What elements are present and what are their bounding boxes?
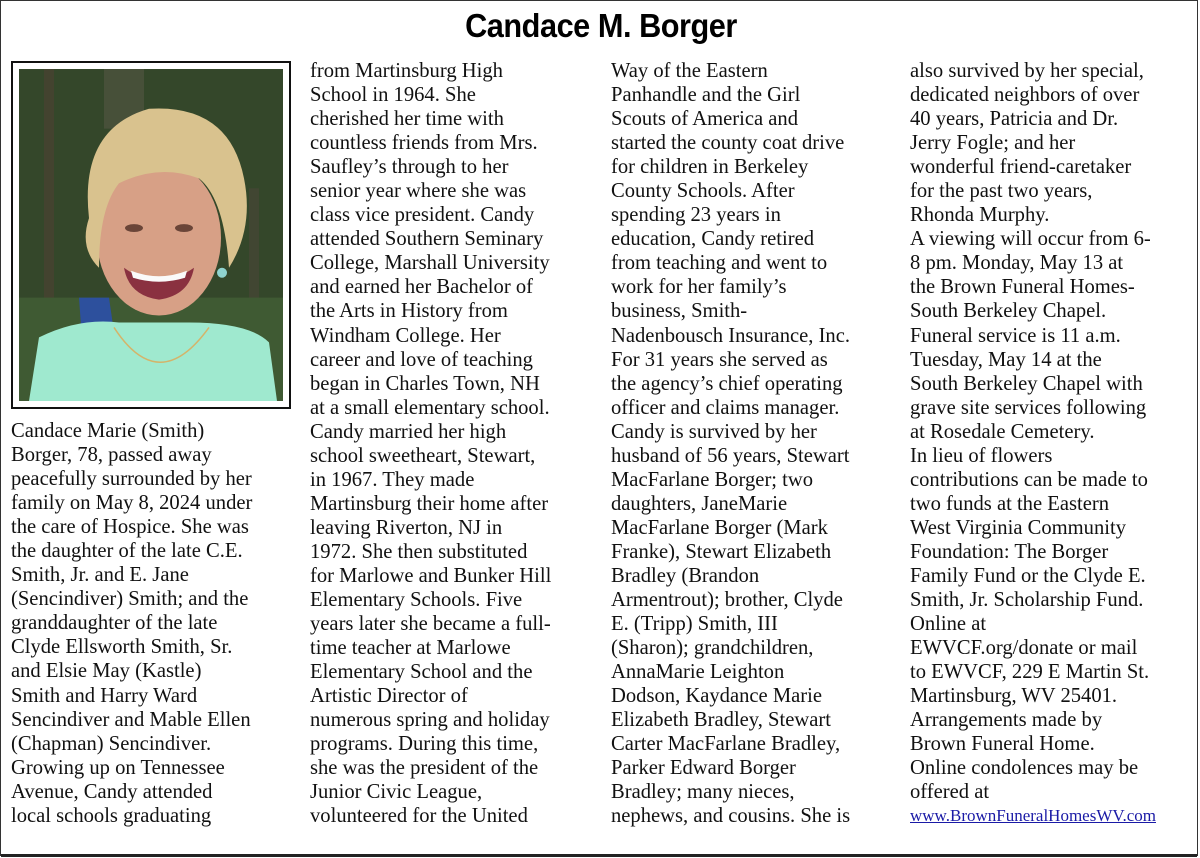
text-line: attended Southern Seminary (310, 228, 544, 251)
text-line: Bradley (Brandon (611, 564, 760, 587)
text-line: Martinsburg, WV 25401. (910, 685, 1118, 708)
text-line: grave site services following (910, 396, 1147, 419)
text-line: County Schools. After (611, 180, 795, 203)
text-line: numerous spring and holiday (310, 709, 550, 732)
text-line: For 31 years she served as (611, 348, 828, 371)
text-line: Junior Civic League, (310, 781, 483, 804)
text-line: Jerry Fogle; and her (910, 132, 1076, 155)
text-line: South Berkeley Chapel with (910, 372, 1143, 395)
text-line: also survived by her special, (910, 60, 1144, 82)
text-line: Avenue, Candy attended (11, 780, 213, 803)
text-line: Borger, 78, passed away (11, 444, 212, 467)
text-line: offered at (910, 781, 990, 804)
text-line: husband of 56 years, Stewart (611, 444, 850, 467)
text-line: career and love of teaching (310, 348, 533, 371)
text-line: MacFarlane Borger (Mark (611, 516, 828, 539)
text-line: Arrangements made by (910, 709, 1103, 732)
text-line: School in 1964. She (310, 84, 476, 107)
text-line: Parker Edward Borger (611, 757, 796, 780)
column-4 (910, 59, 1195, 829)
text-line: programs. During this time, (310, 733, 539, 756)
text-line: to EWVCF, 229 E Martin St. (910, 661, 1150, 684)
text-line: MacFarlane Borger; two (611, 468, 814, 491)
text-line: In lieu of flowers (910, 444, 1053, 467)
text-line: Windham College. Her (310, 324, 501, 347)
text-line: cherished her time with (310, 108, 504, 131)
text-line: (Sharon); grandchildren, (611, 637, 814, 660)
text-line: business, Smith- (611, 300, 748, 323)
text-line: Martinsburg their home after (310, 492, 549, 515)
text-line: peacefully surrounded by her (11, 468, 252, 491)
text-line: for Marlowe and Bunker Hill (310, 564, 552, 587)
text-line: Sencindiver and Mable Ellen (11, 708, 251, 731)
text-line: Armentrout); brother, Clyde (611, 589, 843, 612)
column-3 (611, 59, 896, 829)
text-line: Franke), Stewart Elizabeth (611, 540, 832, 563)
text-line: started the county coat drive (611, 132, 845, 155)
text-line: E. (Tripp) Smith, III (611, 613, 778, 636)
text-line: Clyde Ellsworth Smith, Sr. (11, 636, 233, 659)
portrait-frame (11, 61, 291, 409)
text-line: from Martinsburg High (310, 60, 503, 82)
text-line: and Elsie May (Kastle) (11, 660, 202, 683)
text-line: Candy is survived by her (611, 420, 817, 443)
text-line: contributions can be made to (910, 468, 1148, 491)
text-line: Elementary Schools. Five (310, 589, 523, 612)
text-line: officer and claims manager. (611, 396, 840, 419)
column-2 (310, 59, 595, 829)
text-line: the daughter of the late C.E. (11, 540, 243, 563)
text-line: from teaching and went to (611, 252, 828, 275)
text-line: 1972. She then substituted (310, 540, 528, 563)
text-line: Way of the Eastern (611, 60, 768, 82)
text-line: granddaughter of the late (11, 612, 218, 635)
text-line: Candy married her high (310, 420, 507, 443)
obituary-title: Candace M. Borger (465, 7, 737, 44)
text-line: she was the president of the (310, 757, 539, 780)
text-line: the Brown Funeral Homes- (910, 276, 1135, 299)
text-line: the Arts in History from (310, 300, 508, 323)
text-line: Saufley’s through to her (310, 156, 509, 179)
text-line: Elizabeth Bradley, Stewart (611, 709, 831, 732)
text-line: Online condolences may be (910, 757, 1139, 780)
text-line: (Sencindiver) Smith; and the (11, 588, 249, 611)
text-line: spending 23 years in (611, 204, 781, 227)
text-line: Elementary School and the (310, 661, 533, 684)
text-line: the agency’s chief operating (611, 372, 843, 395)
text-line: Smith and Harry Ward (11, 684, 198, 707)
text-line: class vice president. Candy (310, 204, 535, 227)
text-line: two funds at the Eastern (910, 492, 1110, 515)
text-line: senior year where she was (310, 180, 527, 203)
text-line: Panhandle and the Girl (611, 84, 801, 107)
text-line: Nadenbousch Insurance, Inc. (611, 324, 851, 347)
text-line: Brown Funeral Home. (910, 733, 1095, 756)
text-line: Tuesday, May 14 at the (910, 348, 1102, 371)
text-line: for children in Berkeley (611, 156, 809, 179)
text-line: A viewing will occur from 6- (910, 228, 1151, 251)
text-line: Online at (910, 613, 987, 636)
text-line: (Chapman) Sencindiver. (11, 732, 212, 755)
text-line: wonderful friend-caretaker (910, 156, 1132, 179)
text-line: leaving Riverton, NJ in (310, 516, 503, 539)
text-line: Carter MacFarlane Bradley, (611, 733, 841, 756)
text-line: Scouts of America and (611, 108, 799, 131)
text-line: Smith, Jr. Scholarship Fund. (910, 589, 1144, 612)
text-line: began in Charles Town, NH (310, 372, 540, 395)
text-line: AnnaMarie Leighton (611, 661, 785, 684)
portrait-image-icon (19, 69, 283, 401)
text-line: EWVCF.org/donate or mail (910, 637, 1138, 660)
text-line: South Berkeley Chapel. (910, 300, 1107, 323)
text-line: family on May 8, 2024 under (11, 492, 253, 515)
text-line: volunteered for the United (310, 805, 528, 828)
text-line: nephews, and cousins. She is (611, 805, 851, 828)
text-line: at a small elementary school. (310, 396, 550, 419)
text-line: Dodson, Kaydance Marie (611, 685, 823, 708)
text-line: and earned her Bachelor of (310, 276, 533, 299)
text-line: school sweetheart, Stewart, (310, 444, 536, 467)
text-line: Bradley; many nieces, (611, 781, 795, 804)
text-line: years later she became a full- (310, 613, 551, 636)
funeral-home-link[interactable]: www.BrownFuneralHomesWV.com (910, 806, 1156, 826)
text-line: the care of Hospice. She was (11, 516, 249, 539)
text-line: dedicated neighbors of over (910, 84, 1140, 107)
text-line: 40 years, Patricia and Dr. (910, 108, 1119, 131)
text-line: 8 pm. Monday, May 13 at (910, 252, 1124, 275)
text-line: Foundation: The Borger (910, 540, 1109, 563)
text-line: Artistic Director of (310, 685, 468, 708)
text-line: work for her family’s (611, 276, 787, 299)
text-line: education, Candy retired (611, 228, 815, 251)
column-1 (11, 419, 296, 828)
text-line: Growing up on Tennessee (11, 756, 225, 779)
text-line: Funeral service is 11 a.m. (910, 324, 1121, 347)
text-line: for the past two years, (910, 180, 1093, 203)
text-line: daughters, JaneMarie (611, 492, 788, 515)
text-line: time teacher at Marlowe (310, 637, 511, 660)
text-line: College, Marshall University (310, 252, 550, 275)
text-line: local schools graduating (11, 804, 212, 827)
text-line: in 1967. They made (310, 468, 475, 491)
text-line: Smith, Jr. and E. Jane (11, 564, 189, 587)
text-line: Candace Marie (Smith) (11, 420, 205, 442)
text-line: West Virginia Community (910, 516, 1127, 539)
text-line: Rhonda Murphy. (910, 204, 1050, 227)
text-line: countless friends from Mrs. (310, 132, 538, 155)
portrait-photo (19, 69, 283, 401)
text-line: Family Fund or the Clyde E. (910, 564, 1146, 587)
text-line: at Rosedale Cemetery. (910, 420, 1095, 443)
